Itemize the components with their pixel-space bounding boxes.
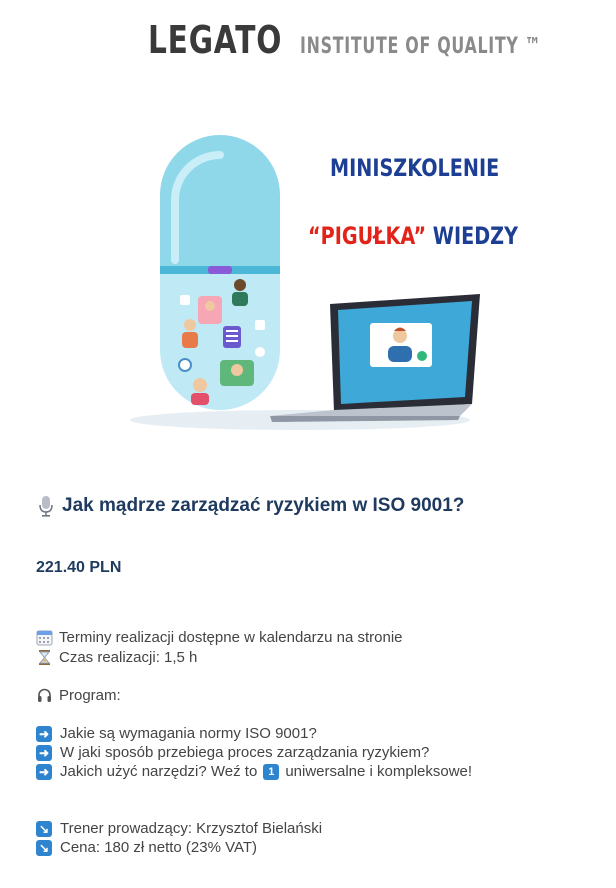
program-label-line	[36, 687, 121, 704]
number-one-icon: 1	[263, 764, 279, 780]
program-item-tail: uniwersalne i kompleksowe!	[285, 763, 473, 780]
arrow-right-icon: ➜	[36, 726, 52, 742]
program-item-2	[36, 744, 429, 761]
microphone-icon	[36, 494, 56, 518]
logo	[148, 18, 616, 62]
hourglass-icon	[36, 649, 53, 666]
course-title: Jak mądrze zarządzać ryzykiem w ISO 9001?	[62, 495, 465, 516]
dates-text: Terminy realizacji dostępne w kalendarzu na stronie	[59, 629, 403, 646]
hero-heading-rest: WIEDZY	[432, 222, 518, 250]
program-item-1	[36, 725, 317, 742]
duration-line	[36, 649, 197, 666]
program-item-text: W jaki sposób przebiega proces zarządzania ryzykiem?	[60, 744, 430, 761]
duration-text: Czas realizacji: 1,5 h	[59, 649, 198, 666]
calendar-icon	[36, 629, 53, 646]
arrow-down-right-icon: ↘	[36, 821, 52, 837]
net-price-line	[36, 839, 257, 856]
dates-line	[36, 629, 403, 646]
headphones-icon	[36, 687, 53, 704]
arrow-right-icon: ➜	[36, 745, 52, 761]
hero-heading-line2	[308, 222, 518, 250]
logo-brand: LEGATO	[148, 18, 283, 62]
logo-subtitle: INSTITUTE OF QUALITY ™	[300, 34, 542, 59]
program-item-text: Jakie są wymagania normy ISO 9001?	[60, 725, 317, 742]
course-price: 221.40 PLN	[36, 559, 122, 576]
program-item-3	[36, 763, 472, 780]
program-label: Program:	[59, 687, 121, 704]
arrow-right-icon: ➜	[36, 764, 52, 780]
trainer-line	[36, 820, 322, 837]
hero-heading-line1: MINISZKOLENIE	[330, 154, 500, 182]
hero-heading-quoted: “PIGUŁKA”	[308, 222, 427, 250]
arrow-down-right-icon: ↘	[36, 840, 52, 856]
course-title-row	[36, 494, 464, 518]
net-price-text: Cena: 180 zł netto (23% VAT)	[60, 839, 258, 856]
program-item-text: Jakich użyć narzędzi? Weź to	[60, 763, 258, 780]
trainer-text: Trener prowadzący: Krzysztof Bielański	[60, 820, 323, 837]
